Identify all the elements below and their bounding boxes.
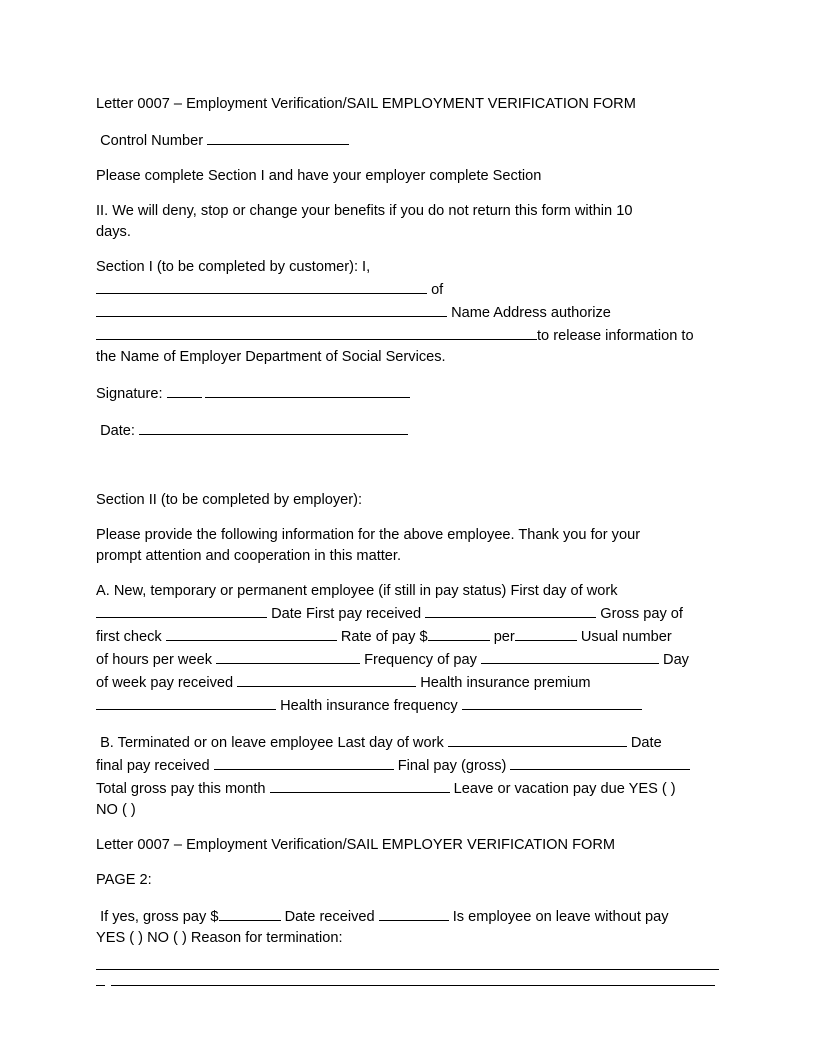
gross-pay-field[interactable] <box>219 905 281 921</box>
intro-warning: II. We will deny, stop or change your benefits if you do not return this form within 10 days. <box>96 203 633 240</box>
reason-line-1[interactable] <box>96 953 719 970</box>
form-title-2: Letter 0007 – Employment Verification/SAIL EMPLOYER VERIFICATION FORM <box>96 837 616 853</box>
final-pay-date-field[interactable] <box>214 754 394 770</box>
form-page <box>96 94 720 991</box>
per-field[interactable] <box>515 625 577 641</box>
section2-intro: Please provide the following information for the above employee. Thank you for your prompt attention and cooperation in this matter. <box>96 527 641 564</box>
pay-day-field[interactable] <box>237 671 416 687</box>
signature-row <box>96 382 720 405</box>
total-gross-field[interactable] <box>270 777 450 793</box>
last-day-field[interactable] <box>448 731 627 747</box>
first-pay-date-field[interactable] <box>425 602 596 618</box>
signature-field-a[interactable] <box>167 382 202 398</box>
control-number-label: Control Number <box>100 133 204 149</box>
part-b: B. Terminated or on leave employee Last day of work Date final pay received Final pay (gross) Total gross pay this month Leave or vacation pay due YES ( ) NO ( ) <box>96 731 720 821</box>
page-2-label: PAGE 2: <box>96 872 152 888</box>
employer-name-field[interactable] <box>96 324 537 340</box>
control-number-field[interactable] <box>207 129 349 145</box>
signature-label: Signature: <box>96 386 163 402</box>
premium-field[interactable] <box>96 694 276 710</box>
page-2-section: If yes, gross pay $ Date received Is employee on leave without pay YES ( ) NO ( ) Reason for termination: <box>96 905 720 949</box>
first-day-field[interactable] <box>96 602 267 618</box>
signature-field[interactable] <box>205 382 410 398</box>
frequency-field[interactable] <box>481 648 659 664</box>
reason-line-2a[interactable] <box>96 970 105 986</box>
form-title: Letter 0007 – Employment Verification/SAIL EMPLOYMENT VERIFICATION FORM <box>96 96 636 112</box>
first-check-field[interactable] <box>166 625 337 641</box>
customer-address-field[interactable] <box>96 301 447 317</box>
section2-heading: Section II (to be completed by employer): <box>96 492 363 508</box>
section1-heading: Section I (to be completed by customer): I, <box>96 259 371 275</box>
control-number-row <box>96 129 720 152</box>
health-frequency-field[interactable] <box>462 694 642 710</box>
intro-line: Please complete Section I and have your employer complete Section <box>96 168 542 184</box>
date-received-field[interactable] <box>379 905 449 921</box>
reason-line-2[interactable] <box>111 970 715 986</box>
final-pay-field[interactable] <box>510 754 690 770</box>
part-a: A. New, temporary or permanent employee (if still in pay status) First day of work Date First pay received Gross pay of first check Rate of pay $ per Usual number of hours per week Frequency of pay Day of week pay received Health insurance premium Health insurance frequency <box>96 583 689 714</box>
section1: Section I (to be completed by customer): I, of Name Address authorize to release information to the Name of Employer Department of Social Services. <box>96 259 694 365</box>
hours-field[interactable] <box>216 648 360 664</box>
customer-name-field[interactable] <box>96 278 427 294</box>
date-field[interactable] <box>139 419 408 435</box>
rate-field[interactable] <box>428 625 490 641</box>
date-row <box>96 419 720 442</box>
date-label: Date: <box>100 423 135 439</box>
